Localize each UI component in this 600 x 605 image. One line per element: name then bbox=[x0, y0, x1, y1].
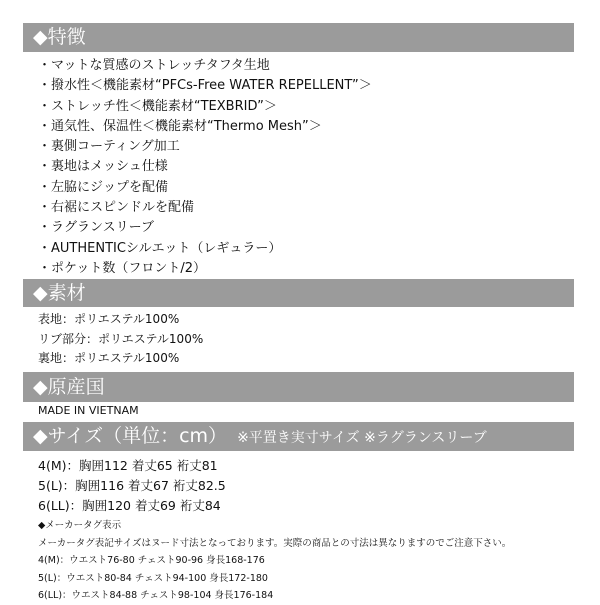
size-row: 4(M)：胸囲112 着丈65 裄丈81 bbox=[38, 458, 218, 473]
maker-tag-description: メーカータグ表記サイズはヌード寸法となっております。実際の商品との寸法は異なりますのでご注意下さい。 bbox=[38, 537, 512, 549]
feature-item: ・左脇にジップを配備 bbox=[38, 179, 169, 195]
section-header-size bbox=[23, 422, 574, 451]
material-item: 表地：ポリエステル100% bbox=[38, 312, 180, 326]
feature-item: ・AUTHENTICシルエット（レギュラー） bbox=[38, 240, 282, 256]
section-title-origin: ◆原産国 bbox=[33, 376, 105, 398]
section-title-features: ◆特徴 bbox=[33, 26, 86, 48]
feature-item: ・裏側コーティング加工 bbox=[38, 139, 180, 155]
material-item: リブ部分：ポリエステル100% bbox=[38, 331, 204, 346]
section-header-features bbox=[23, 23, 574, 52]
feature-item: ・ポケット数（フロント/2） bbox=[38, 260, 207, 276]
feature-item: ・裏地はメッシュ仕様 bbox=[38, 159, 168, 175]
feature-item: ・ストレッチ性＜機能素材“TEXBRID”＞ bbox=[38, 98, 277, 114]
material-item: 裏地：ポリエステル100% bbox=[38, 351, 180, 365]
features-list bbox=[38, 56, 372, 279]
feature-item: ・撥水性＜機能素材“PFCs-Free WATER REPELLENT”＞ bbox=[38, 78, 372, 94]
materials-list bbox=[38, 310, 203, 369]
maker-tag-row: 5(L)：ウエスト80-84 チェスト94-100 身長172-180 bbox=[38, 572, 268, 584]
section-title-size: ◆サイズ（単位：cm） bbox=[33, 425, 228, 447]
maker-tag-row: 4(M)：ウエスト76-80 チェスト90-96 身長168-176 bbox=[38, 555, 265, 566]
size-note: ※平置き実寸サイズ ※ラグランスリーブ bbox=[237, 430, 487, 446]
size-row: 6(LL)：胸囲120 着丈69 裄丈84 bbox=[38, 498, 221, 513]
origin-value: MADE IN VIETNAM bbox=[38, 404, 139, 417]
maker-tag-title: ◆メーカータグ表示 bbox=[38, 520, 122, 531]
section-header-origin bbox=[23, 372, 574, 402]
feature-item: ・ラグランスリーブ bbox=[38, 220, 154, 236]
maker-tag-row: 6(LL)：ウエスト84-88 チェスト98-104 身長176-184 bbox=[38, 590, 274, 601]
section-header-materials bbox=[23, 279, 574, 307]
feature-item: ・マットな質感のストレッチタフタ生地 bbox=[38, 58, 270, 73]
section-title-materials: ◆素材 bbox=[33, 282, 86, 304]
size-list bbox=[38, 456, 226, 516]
feature-item: ・右裾にスピンドルを配備 bbox=[38, 200, 195, 216]
size-row: 5(L)：胸囲116 着丈67 裄丈82.5 bbox=[38, 478, 226, 493]
maker-tag-block bbox=[38, 517, 511, 605]
origin-block bbox=[38, 402, 139, 420]
feature-item: ・通気性、保温性＜機能素材“Thermo Mesh”＞ bbox=[38, 118, 322, 134]
